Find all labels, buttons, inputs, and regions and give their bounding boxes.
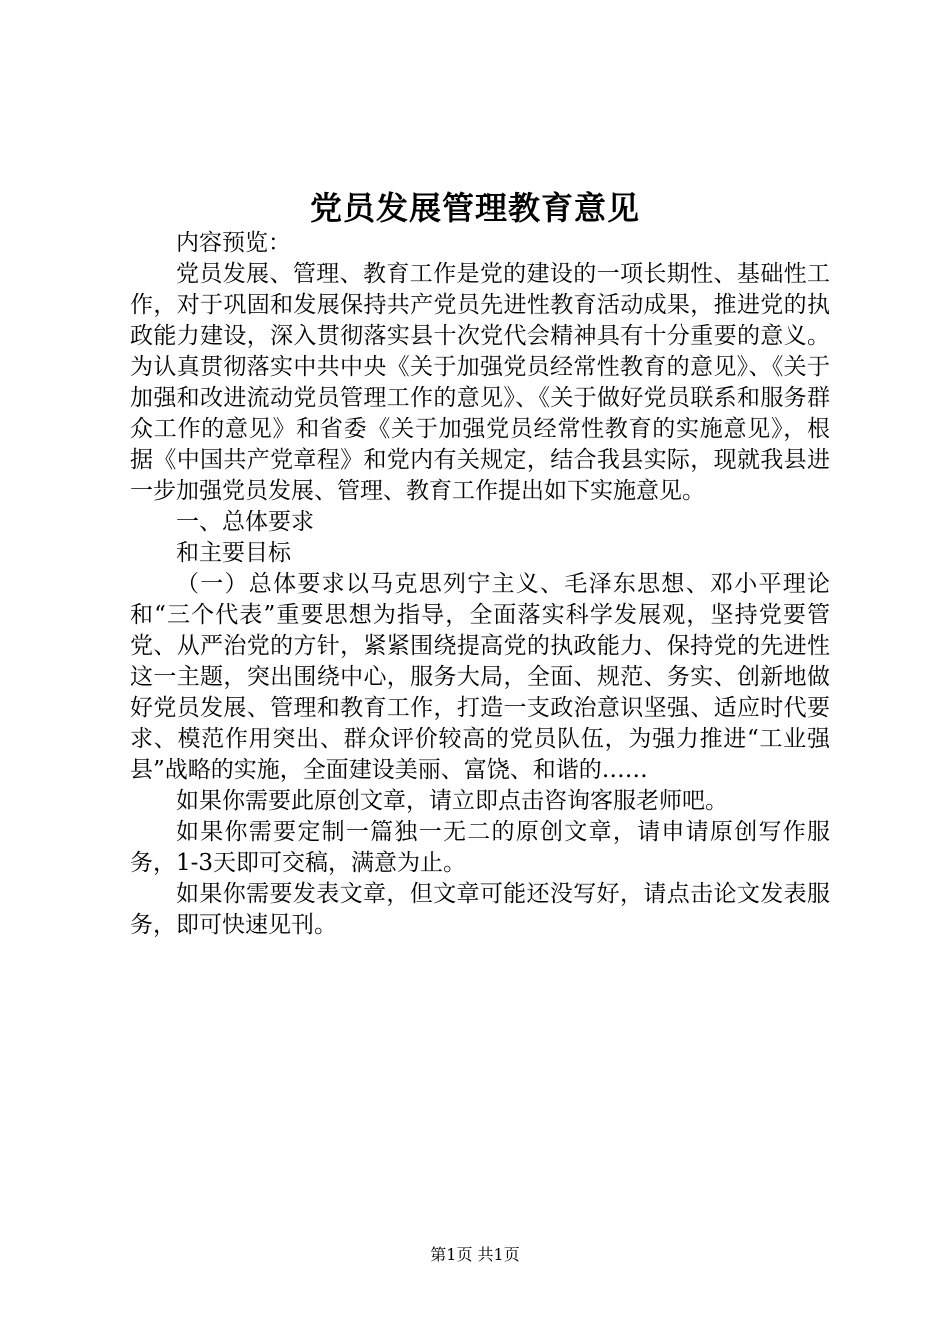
requirements-paragraph: （一）总体要求以马克思列宁主义、毛泽东思想、邓小平理论和“三个代表”重要思想为指导，全面落实科学发展观，坚持党要管党、从严治党的方针，紧紧围绕提高党的执政能力、保持党的先进性这一主题，突出围绕中心，服务大局，全面、规范、务实、创新地做好党员发展、管理和教育工作，打造一支政治意识坚强、适应时代要求、模范作用突出、群众评价较高的党员队伍，为强力推进“工业强县”战略的实施，全面建设美丽、富饶、和谐的……: [130, 571, 830, 783]
intro-paragraph: 党员发展、管理、教育工作是党的建设的一项长期性、基础性工作，对于巩固和发展保持共产党员先进性教育活动成果，推进党的执政能力建设，深入贯彻落实县十次党代会精神具有十分重要的意义。为认真贯彻落实中共中央《关于加强党员经常性教育的意见》、《关于加强和改进流动党员管理工作的意见》、《关于做好党员联系和服务群众工作的意见》和省委《关于加强党员经常性教育的实施意见》，根据《中国共产党章程》和党内有关规定，结合我县实际，现就我县进一步加强党员发展、管理、教育工作提出如下实施意见。: [130, 261, 830, 504]
document-body: [130, 228, 830, 941]
section-heading-continued: 和主要目标: [176, 540, 291, 566]
publishing-service-text[interactable]: 如果你需要发表文章，但文章可能还没写好，请点击论文发表服务，即可快速见刊。: [130, 881, 830, 938]
consult-link-text[interactable]: 如果你需要此原创文章，请立即点击咨询客服老师吧。: [176, 788, 728, 814]
page-title: 党员发展管理教育意见: [309, 189, 640, 227]
custom-writing-text[interactable]: 如果你需要定制一篇独一无二的原创文章，请申请原创写作服务，1-3天即可交稿，满意为止。: [130, 819, 830, 876]
page-footer: 第1页 共1页: [430, 1245, 520, 1264]
preview-label: 内容预览：: [176, 230, 291, 256]
section-heading: 一、总体要求: [176, 509, 314, 535]
